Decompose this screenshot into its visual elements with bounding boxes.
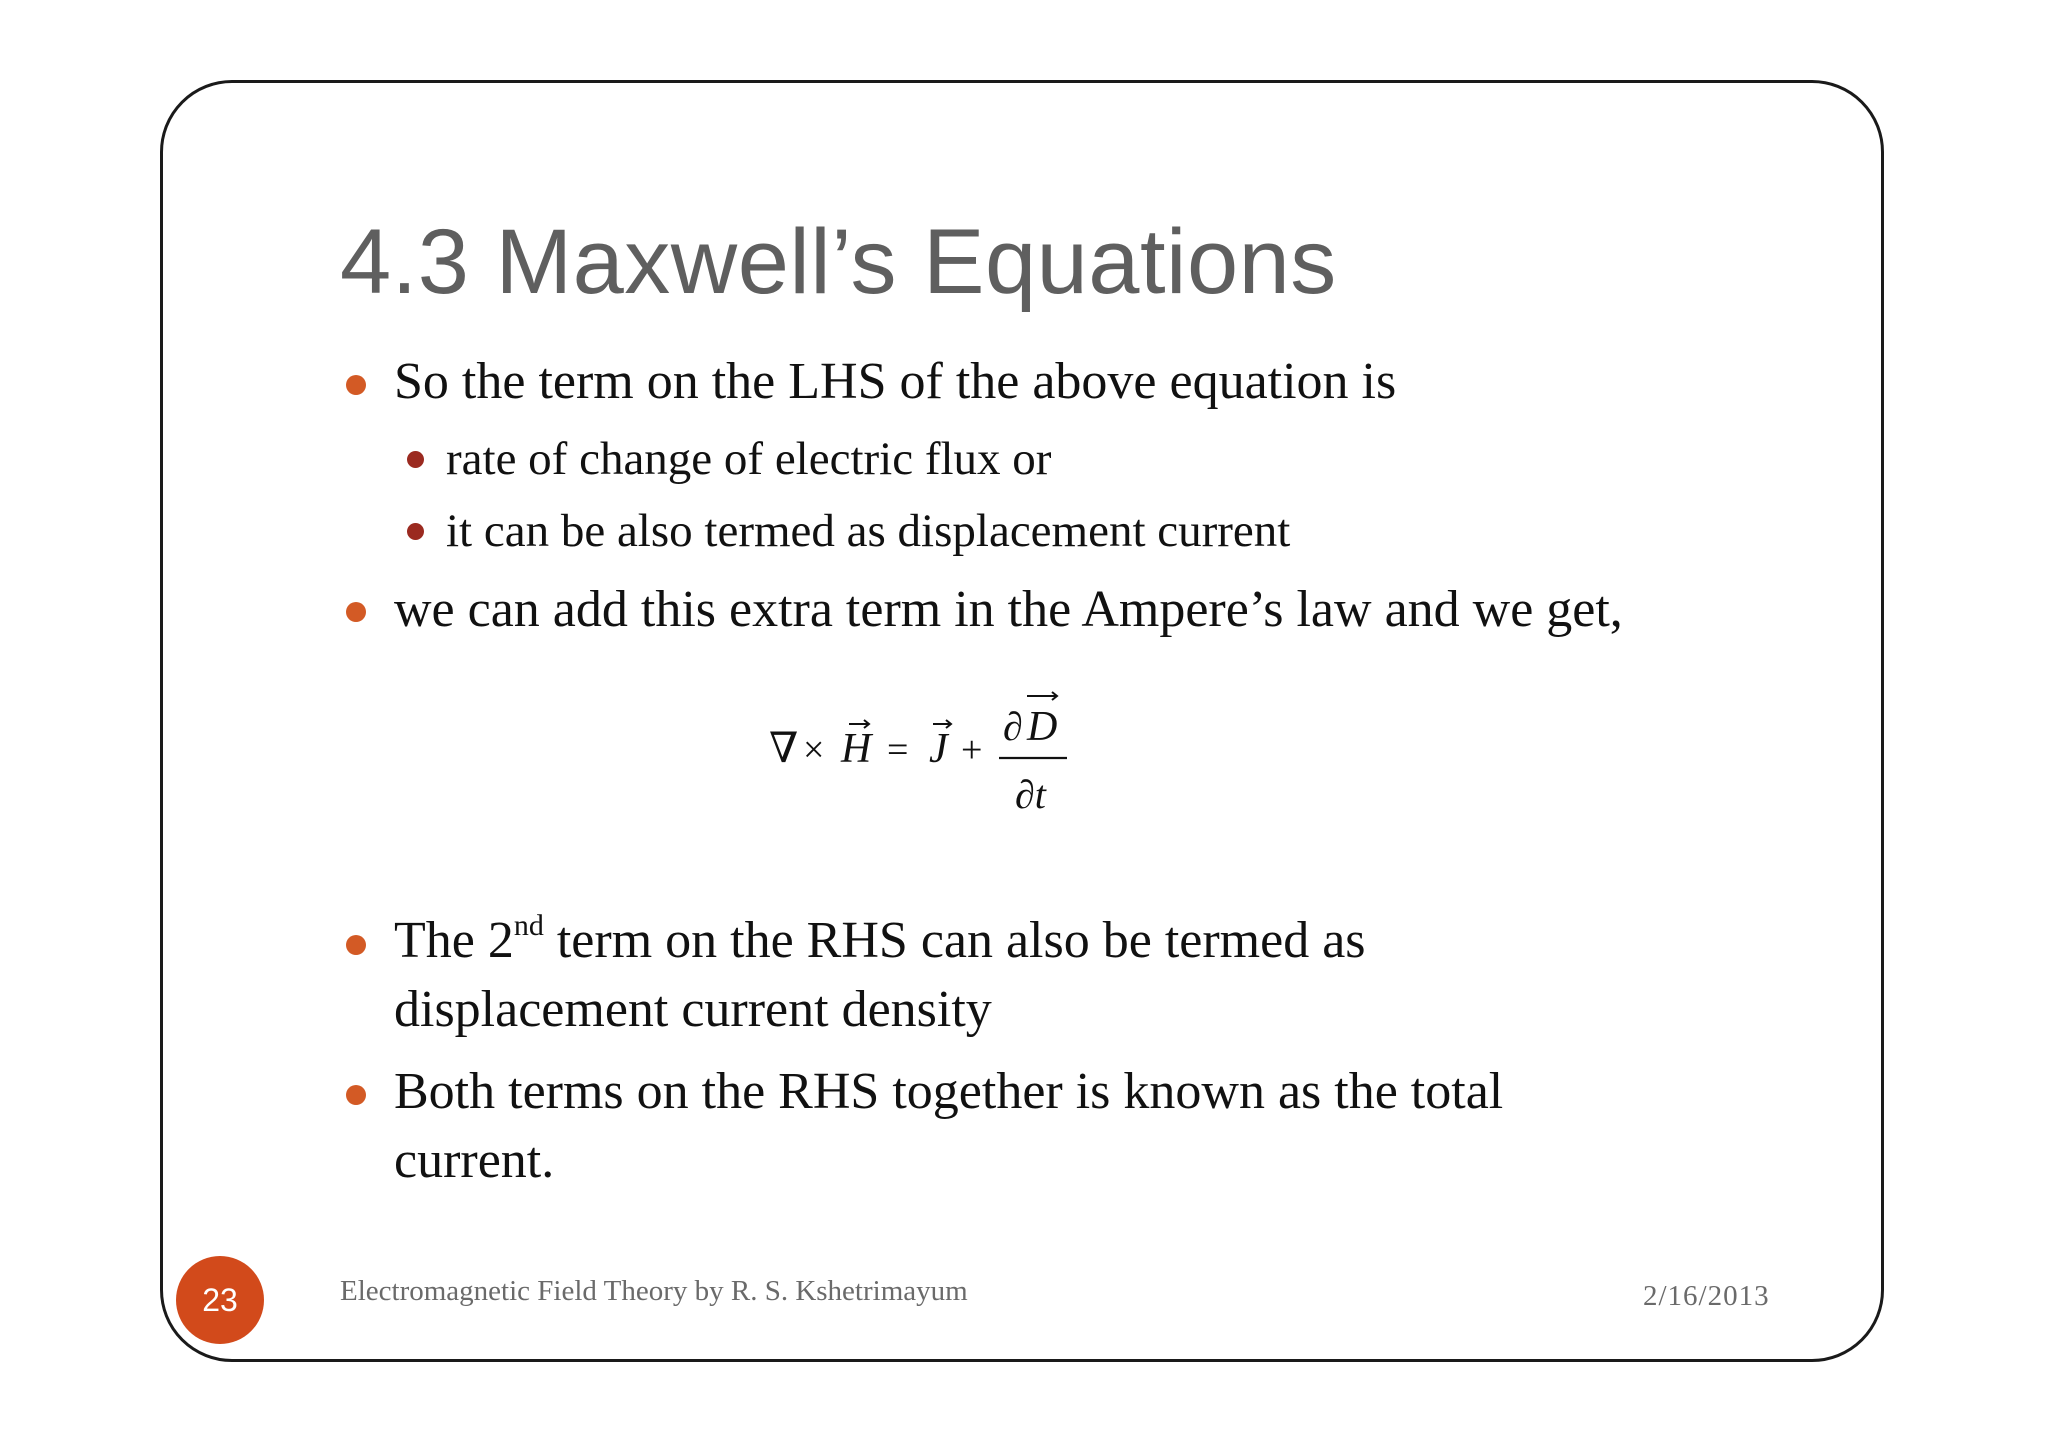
maxwell-ampere-equation [765, 690, 1085, 820]
bullet-text-part: term on the RHS can also be termed as [543, 912, 1366, 969]
bullet-text: we can add this extra term in the Ampere’s law and we get, [394, 581, 1623, 638]
ordinal-suffix: nd [513, 909, 544, 942]
footer-date: 2/16/2013 [1643, 1280, 1770, 1312]
plus-symbol: + [961, 729, 983, 771]
footer-credit: Electromagnetic Field Theory by R. S. Kshetrimayum [340, 1275, 968, 1307]
bullet-dot [346, 375, 366, 395]
bullet-text: So the term on the LHS of the above equation is [394, 353, 1397, 410]
h-symbol: H [841, 726, 872, 772]
bullet-text-continuation: displacement current density [394, 981, 992, 1038]
cross-symbol: × [803, 729, 825, 771]
page-number-badge: 23 [176, 1256, 264, 1344]
sub-bullet-text: it can be also termed as displacement current [446, 505, 1291, 557]
equals-symbol: = [887, 729, 909, 771]
partial-symbol: ∂ [1003, 704, 1023, 749]
j-symbol: J [929, 726, 948, 772]
bullet-text-part: The 2 [394, 912, 514, 969]
bullet-text: Both terms on the RHS together is known as the total [394, 1063, 1504, 1120]
bullet-dot [346, 935, 366, 955]
bullet-text [394, 911, 1366, 970]
d-symbol: D [1027, 704, 1058, 750]
bullet-dot [346, 602, 366, 622]
sub-bullet-dot [407, 523, 424, 540]
sub-bullet-dot [407, 451, 424, 468]
bullet-text-continuation: current. [394, 1132, 555, 1189]
bullet-dot [346, 1085, 366, 1105]
denominator: ∂t [1015, 772, 1046, 817]
nabla-symbol: ∇ [769, 726, 799, 772]
sub-bullet-text: rate of change of electric flux or [446, 433, 1052, 485]
slide-title: 4.3 Maxwell’s Equations [340, 211, 1337, 313]
